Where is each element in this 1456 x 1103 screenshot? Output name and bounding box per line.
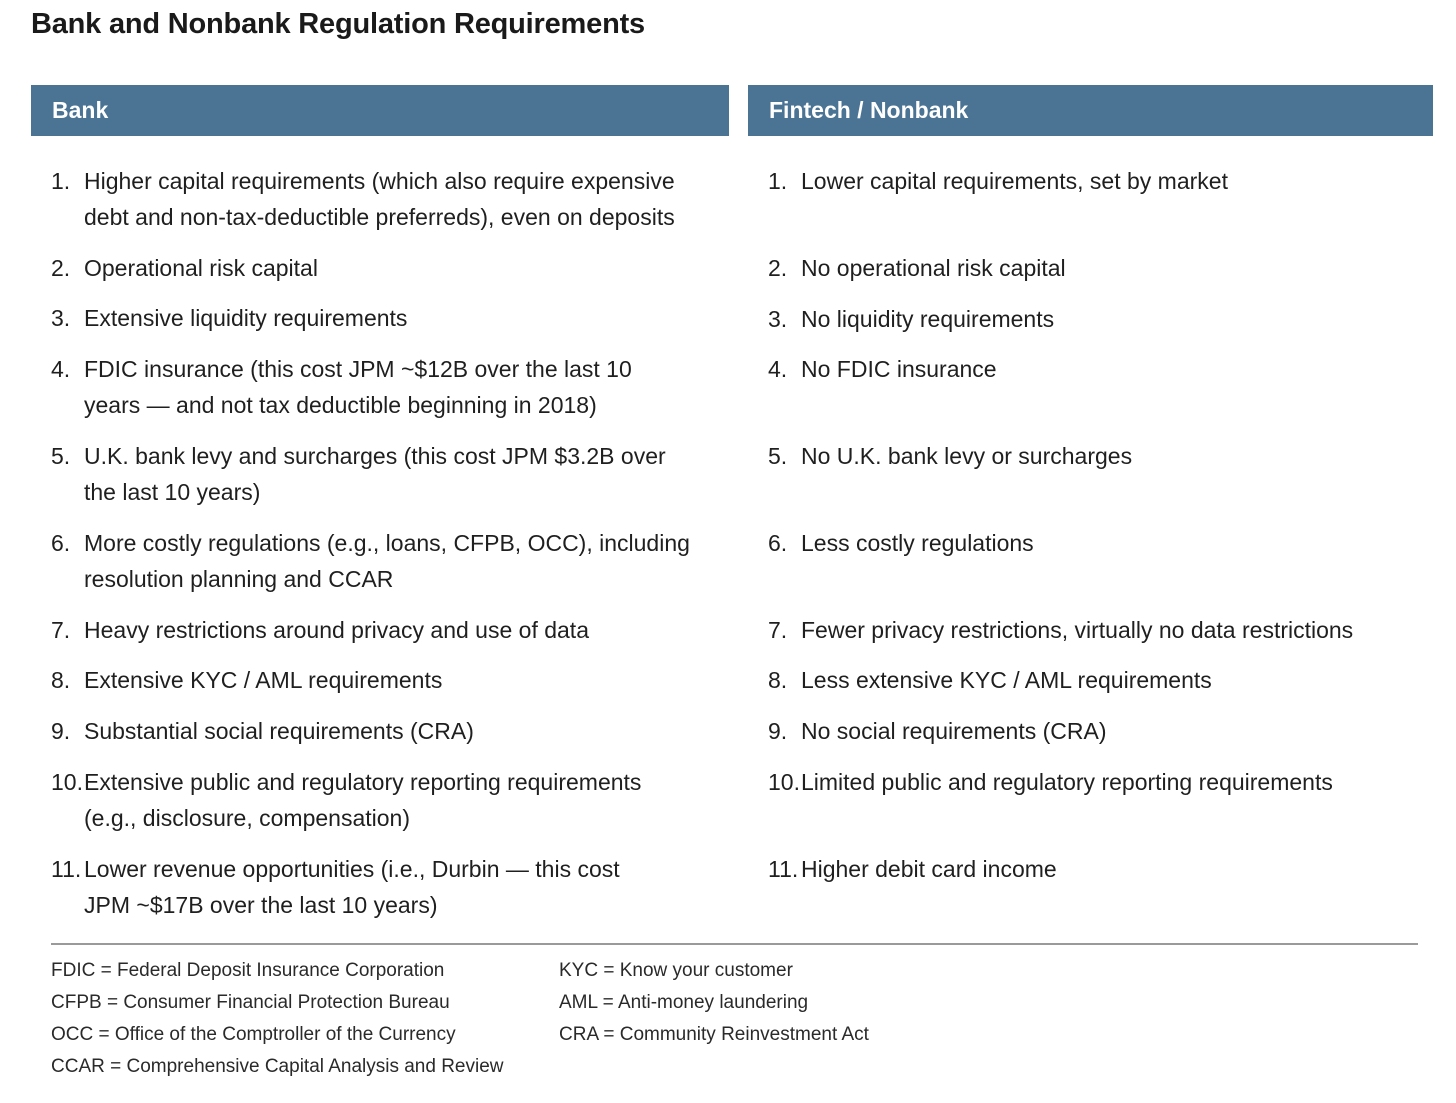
item-number: 5. (768, 443, 788, 469)
item-number: 6. (768, 530, 788, 556)
item-number: 1. (51, 168, 71, 194)
item-number: 11. (768, 856, 799, 882)
footnote: CFPB = Consumer Financial Protection Bureau (51, 992, 450, 1013)
item-text: Extensive liquidity requirements (84, 305, 408, 331)
item-text-continued: JPM ~$17B over the last 10 years) (84, 892, 438, 918)
footnote: OCC = Office of the Comptroller of the Currency (51, 1024, 456, 1045)
item-text: Less costly regulations (801, 530, 1034, 556)
item-text: Substantial social requirements (CRA) (84, 718, 474, 744)
item-number: 1. (768, 168, 788, 194)
bank-column-header (31, 85, 729, 136)
item-number: 8. (768, 667, 788, 693)
item-number: 8. (51, 667, 71, 693)
bank-header-label: Bank (52, 97, 109, 123)
item-text: No FDIC insurance (801, 356, 997, 382)
item-text: Higher capital requirements (which also require expensive (84, 168, 675, 194)
item-text-continued: the last 10 years) (84, 479, 261, 505)
item-text: Fewer privacy restrictions, virtually no data restrictions (801, 617, 1354, 643)
footnote: KYC = Know your customer (559, 960, 793, 981)
item-text: No U.K. bank levy or surcharges (801, 443, 1133, 469)
item-text-continued: resolution planning and CCAR (84, 566, 394, 592)
item-text: No operational risk capital (801, 255, 1066, 281)
item-text: No social requirements (CRA) (801, 718, 1107, 744)
item-number: 10. (51, 769, 83, 795)
item-text-continued: debt and non-tax-deductible preferreds), even on deposits (84, 204, 675, 230)
footnote: CCAR = Comprehensive Capital Analysis and Review (51, 1056, 504, 1077)
item-text: Lower capital requirements, set by market (801, 168, 1228, 194)
item-text: FDIC insurance (this cost JPM ~$12B over the last 10 (84, 356, 632, 382)
item-text: Operational risk capital (84, 255, 318, 281)
item-number: 4. (768, 356, 788, 382)
item-text: Higher debit card income (801, 856, 1057, 882)
item-number: 3. (768, 306, 788, 332)
item-number: 7. (51, 617, 71, 643)
item-number: 11. (51, 856, 82, 882)
item-text-continued: (e.g., disclosure, compensation) (84, 805, 410, 831)
item-number: 2. (51, 255, 71, 281)
item-text-continued: years — and not tax deductible beginning in 2018) (84, 392, 597, 418)
item-number: 5. (51, 443, 71, 469)
item-number: 3. (51, 305, 71, 331)
item-number: 6. (51, 530, 71, 556)
item-text: Extensive public and regulatory reporting requirements (84, 769, 642, 795)
nonbank-header-label: Fintech / Nonbank (769, 97, 969, 123)
item-number: 9. (768, 718, 788, 744)
footnote-divider (51, 943, 1418, 945)
item-text: Limited public and regulatory reporting requirements (801, 769, 1333, 795)
item-number: 10. (768, 769, 800, 795)
item-text: U.K. bank levy and surcharges (this cost JPM $3.2B over (84, 443, 666, 469)
nonbank-column-header (748, 85, 1433, 136)
item-text: No liquidity requirements (801, 306, 1055, 332)
item-text: More costly regulations (e.g., loans, CFPB, OCC), including (84, 530, 690, 556)
item-number: 2. (768, 255, 788, 281)
item-text: Heavy restrictions around privacy and use of data (84, 617, 589, 643)
item-text: Extensive KYC / AML requirements (84, 667, 443, 693)
footnote: CRA = Community Reinvestment Act (559, 1024, 869, 1045)
page-title: Bank and Nonbank Regulation Requirements (31, 8, 645, 40)
item-number: 7. (768, 617, 788, 643)
item-number: 4. (51, 356, 71, 382)
item-number: 9. (51, 718, 71, 744)
item-text: Lower revenue opportunities (i.e., Durbin — this cost (84, 856, 620, 882)
footnote: AML = Anti-money laundering (559, 992, 809, 1013)
item-text: Less extensive KYC / AML requirements (801, 667, 1212, 693)
footnote: FDIC = Federal Deposit Insurance Corporation (51, 960, 445, 981)
